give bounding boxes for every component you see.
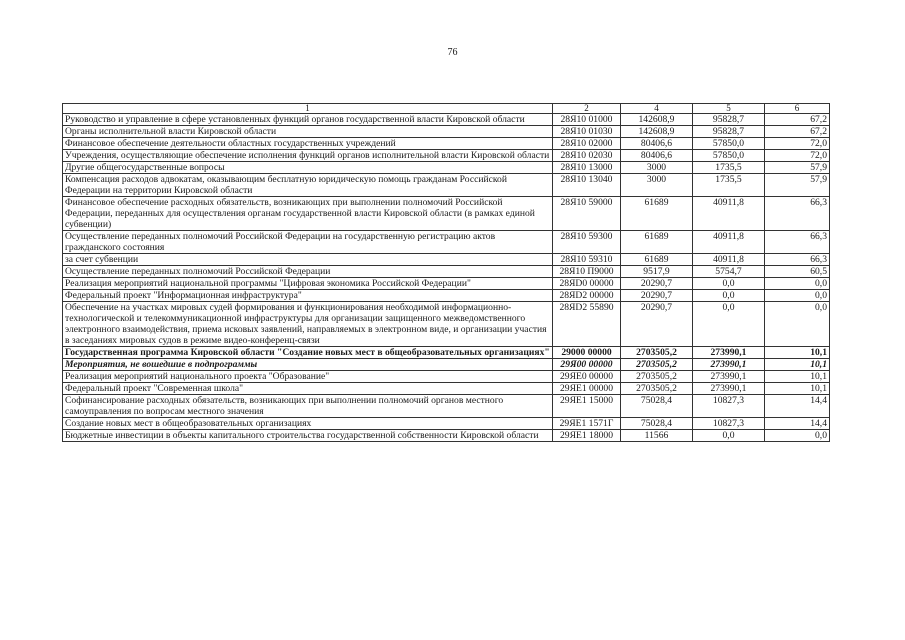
code-cell: 29ЯЕ1 15000 bbox=[553, 395, 621, 418]
code-cell: 28Я10 02030 bbox=[553, 150, 621, 162]
item-name-cell: Мероприятия, не вошедшие в подпрограммы bbox=[63, 359, 553, 371]
page-number: 76 bbox=[447, 47, 458, 58]
actual-value-cell: 10827,3 bbox=[693, 395, 765, 418]
table-row bbox=[63, 383, 830, 395]
item-name-cell: Реализация мероприятий национального проекта "Образование" bbox=[63, 371, 553, 383]
plan-value-cell: 80406,6 bbox=[621, 150, 693, 162]
table-row bbox=[63, 174, 830, 197]
table-row bbox=[63, 430, 830, 442]
percent-cell: 60,5 bbox=[765, 266, 830, 278]
item-name-cell: Финансовое обеспечение расходных обязательств, возникающих при выполнении полномочий Российской Федерации, переданных для осуществления органам государственной власти Кировской области (в рамках единой субвенции) bbox=[63, 197, 553, 231]
item-name-cell: Осуществление переданных полномочий Российской Федерации на государственную регистрацию актов гражданского состояния bbox=[63, 231, 553, 254]
table-row bbox=[63, 395, 830, 418]
plan-value-cell: 75028,4 bbox=[621, 418, 693, 430]
actual-value-cell: 273990,1 bbox=[693, 347, 765, 359]
actual-value-cell: 95828,7 bbox=[693, 114, 765, 126]
plan-value-cell: 142608,9 bbox=[621, 114, 693, 126]
table-row bbox=[63, 266, 830, 278]
percent-cell: 14,4 bbox=[765, 418, 830, 430]
percent-cell: 14,4 bbox=[765, 395, 830, 418]
actual-value-cell: 5754,7 bbox=[693, 266, 765, 278]
plan-value-cell: 20290,7 bbox=[621, 278, 693, 290]
plan-value-cell: 2703505,2 bbox=[621, 347, 693, 359]
percent-cell: 0,0 bbox=[765, 430, 830, 442]
code-cell: 28Я10 59300 bbox=[553, 231, 621, 254]
plan-value-cell: 2703505,2 bbox=[621, 383, 693, 395]
plan-value-cell: 20290,7 bbox=[621, 302, 693, 347]
actual-value-cell: 10827,3 bbox=[693, 418, 765, 430]
item-name-cell: за счет субвенции bbox=[63, 254, 553, 266]
actual-value-cell: 40911,8 bbox=[693, 197, 765, 231]
table-row bbox=[63, 418, 830, 430]
code-cell: 28Я10 01000 bbox=[553, 114, 621, 126]
actual-value-cell: 0,0 bbox=[693, 278, 765, 290]
item-name-cell: Компенсация расходов адвокатам, оказывающим бесплатную юридическую помощь гражданам Российской Федерации на территории Кировской области bbox=[63, 174, 553, 197]
code-cell: 28Я10 П9000 bbox=[553, 266, 621, 278]
code-cell: 28Я10 59000 bbox=[553, 197, 621, 231]
code-cell: 28ЯD2 55890 bbox=[553, 302, 621, 347]
table-row bbox=[63, 231, 830, 254]
table-header-row bbox=[63, 104, 830, 114]
item-name-cell: Бюджетные инвестиции в объекты капитального строительства государственной собственности Кировской области bbox=[63, 430, 553, 442]
table-row bbox=[63, 162, 830, 174]
column-header: 5 bbox=[693, 104, 765, 114]
table-row bbox=[63, 126, 830, 138]
table-row bbox=[63, 347, 830, 359]
item-name-cell: Учреждения, осуществляющие обеспечение исполнения функций органов исполнительной власти Кировской области bbox=[63, 150, 553, 162]
percent-cell: 67,2 bbox=[765, 126, 830, 138]
item-name-cell: Финансовое обеспечение деятельности областных государственных учреждений bbox=[63, 138, 553, 150]
table-row bbox=[63, 371, 830, 383]
percent-cell: 67,2 bbox=[765, 114, 830, 126]
table-row bbox=[63, 359, 830, 371]
code-cell: 29ЯЕ0 00000 bbox=[553, 371, 621, 383]
actual-value-cell: 273990,1 bbox=[693, 371, 765, 383]
item-name-cell: Государственная программа Кировской области "Создание новых мест в общеобразовательных организациях" bbox=[63, 347, 553, 359]
table-row bbox=[63, 254, 830, 266]
percent-cell: 0,0 bbox=[765, 290, 830, 302]
code-cell: 28Я10 59310 bbox=[553, 254, 621, 266]
code-cell: 29000 00000 bbox=[553, 347, 621, 359]
table-row bbox=[63, 197, 830, 231]
budget-table bbox=[62, 103, 830, 442]
percent-cell: 0,0 bbox=[765, 278, 830, 290]
percent-cell: 66,3 bbox=[765, 231, 830, 254]
table-row bbox=[63, 290, 830, 302]
percent-cell: 10,1 bbox=[765, 359, 830, 371]
percent-cell: 72,0 bbox=[765, 150, 830, 162]
plan-value-cell: 2703505,2 bbox=[621, 359, 693, 371]
item-name-cell: Федеральный проект "Современная школа" bbox=[63, 383, 553, 395]
percent-cell: 57,9 bbox=[765, 162, 830, 174]
item-name-cell: Другие общегосударственные вопросы bbox=[63, 162, 553, 174]
item-name-cell: Федеральный проект "Информационная инфраструктура" bbox=[63, 290, 553, 302]
item-name-cell: Руководство и управление в сфере установленных функций органов государственной власти Кировской области bbox=[63, 114, 553, 126]
column-header: 2 bbox=[553, 104, 621, 114]
item-name-cell: Органы исполнительной власти Кировской области bbox=[63, 126, 553, 138]
actual-value-cell: 0,0 bbox=[693, 430, 765, 442]
column-header: 4 bbox=[621, 104, 693, 114]
actual-value-cell: 0,0 bbox=[693, 290, 765, 302]
actual-value-cell: 57850,0 bbox=[693, 150, 765, 162]
table-row bbox=[63, 150, 830, 162]
code-cell: 28ЯD2 00000 bbox=[553, 290, 621, 302]
percent-cell: 72,0 bbox=[765, 138, 830, 150]
plan-value-cell: 3000 bbox=[621, 174, 693, 197]
item-name-cell: Софинансирование расходных обязательств, возникающих при выполнении полномочий органов местного самоуправления по вопросам местного значения bbox=[63, 395, 553, 418]
table-row bbox=[63, 302, 830, 347]
code-cell: 28Я10 02000 bbox=[553, 138, 621, 150]
actual-value-cell: 57850,0 bbox=[693, 138, 765, 150]
code-cell: 29ЯЕ1 1571Г bbox=[553, 418, 621, 430]
code-cell: 29Я00 00000 bbox=[553, 359, 621, 371]
item-name-cell: Осуществление переданных полномочий Российской Федерации bbox=[63, 266, 553, 278]
plan-value-cell: 75028,4 bbox=[621, 395, 693, 418]
code-cell: 28ЯD0 00000 bbox=[553, 278, 621, 290]
actual-value-cell: 40911,8 bbox=[693, 254, 765, 266]
actual-value-cell: 40911,8 bbox=[693, 231, 765, 254]
percent-cell: 10,1 bbox=[765, 383, 830, 395]
actual-value-cell: 1735,5 bbox=[693, 162, 765, 174]
table-row bbox=[63, 114, 830, 126]
plan-value-cell: 61689 bbox=[621, 254, 693, 266]
item-name-cell: Обеспечение на участках мировых судей формирования и функционирования необходимой информационно-технологической и телекоммуникационной инфраструктуры для организации защищенного межведомственного электронного взаимодействия, приема исковых заявлений, направляемых в электронном виде, и организации участия в заседаниях мировых судов в режиме видео-конференц-связи bbox=[63, 302, 553, 347]
plan-value-cell: 142608,9 bbox=[621, 126, 693, 138]
item-name-cell: Создание новых мест в общеобразовательных организациях bbox=[63, 418, 553, 430]
percent-cell: 57,9 bbox=[765, 174, 830, 197]
column-header: 1 bbox=[63, 104, 553, 114]
code-cell: 29ЯЕ1 18000 bbox=[553, 430, 621, 442]
item-name-cell: Реализация мероприятий национальной программы "Цифровая экономика Российской Федерации" bbox=[63, 278, 553, 290]
percent-cell: 66,3 bbox=[765, 254, 830, 266]
percent-cell: 10,1 bbox=[765, 347, 830, 359]
plan-value-cell: 20290,7 bbox=[621, 290, 693, 302]
column-header: 6 bbox=[765, 104, 830, 114]
plan-value-cell: 11566 bbox=[621, 430, 693, 442]
table-row bbox=[63, 138, 830, 150]
code-cell: 28Я10 13000 bbox=[553, 162, 621, 174]
plan-value-cell: 3000 bbox=[621, 162, 693, 174]
actual-value-cell: 273990,1 bbox=[693, 359, 765, 371]
plan-value-cell: 9517,9 bbox=[621, 266, 693, 278]
actual-value-cell: 95828,7 bbox=[693, 126, 765, 138]
actual-value-cell: 273990,1 bbox=[693, 383, 765, 395]
code-cell: 28Я10 13040 bbox=[553, 174, 621, 197]
code-cell: 29ЯЕ1 00000 bbox=[553, 383, 621, 395]
percent-cell: 66,3 bbox=[765, 197, 830, 231]
plan-value-cell: 61689 bbox=[621, 197, 693, 231]
actual-value-cell: 0,0 bbox=[693, 302, 765, 347]
plan-value-cell: 80406,6 bbox=[621, 138, 693, 150]
percent-cell: 0,0 bbox=[765, 302, 830, 347]
plan-value-cell: 61689 bbox=[621, 231, 693, 254]
code-cell: 28Я10 01030 bbox=[553, 126, 621, 138]
plan-value-cell: 2703505,2 bbox=[621, 371, 693, 383]
percent-cell: 10,1 bbox=[765, 371, 830, 383]
table-row bbox=[63, 278, 830, 290]
actual-value-cell: 1735,5 bbox=[693, 174, 765, 197]
